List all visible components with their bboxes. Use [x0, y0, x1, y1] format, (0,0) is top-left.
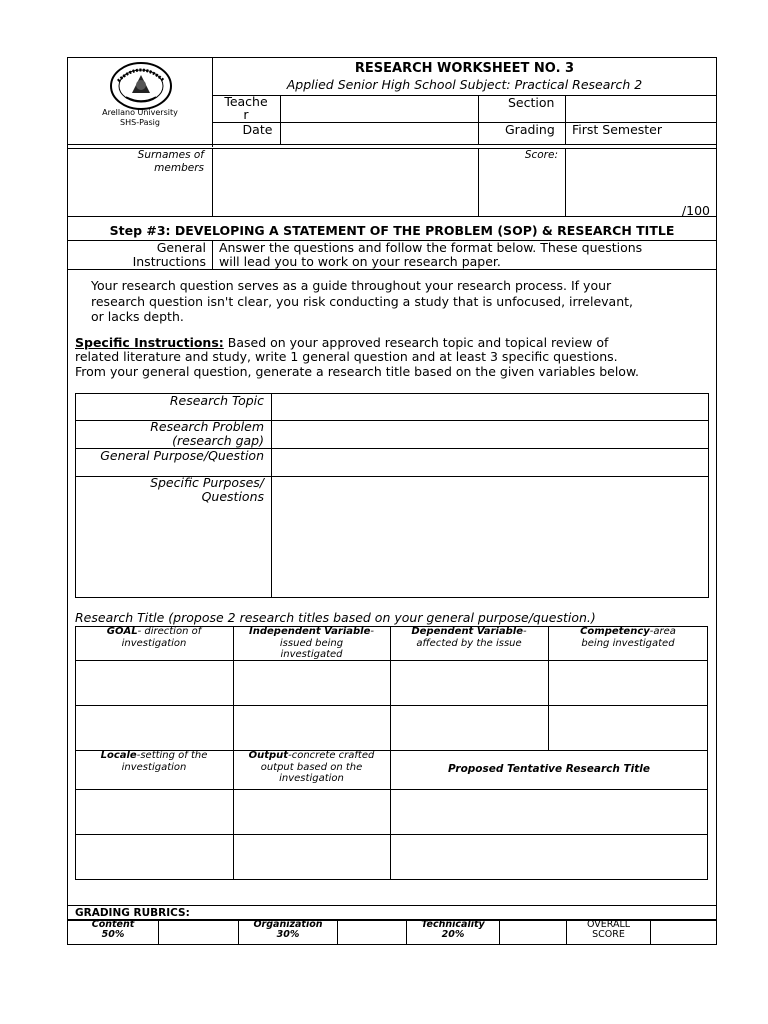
- output-cell-1[interactable]: [234, 790, 389, 833]
- overall-score-label: OVERALL SCORE: [586, 919, 631, 941]
- output-cell-2[interactable]: [234, 835, 389, 879]
- section-field[interactable]: [566, 96, 716, 121]
- competency-header: Competency-area being investigated: [580, 626, 676, 649]
- goal-cell-1[interactable]: [76, 661, 232, 704]
- content-rubric-label: Content 50%: [91, 919, 135, 941]
- general-instructions-text: Answer the questions and follow the format below. These questions will lead you to work on your research paper.: [219, 240, 643, 269]
- grading-value: First Semester: [572, 122, 663, 137]
- step-heading: Step #3: DEVELOPING A STATEMENT OF THE PROBLEM (SOP) & RESEARCH TITLE: [109, 223, 675, 238]
- university-seal-logo: [108, 61, 174, 111]
- specific-purposes-field[interactable]: [272, 477, 708, 597]
- specific-purposes-label: Specific Purposes/ Questions: [150, 475, 264, 504]
- dependent-variable-cell-2[interactable]: [391, 706, 547, 749]
- teacher-label: Teache r: [224, 94, 268, 123]
- locale-cell-1[interactable]: [76, 790, 232, 833]
- technicality-rubric-label: Technicality 20%: [421, 919, 485, 941]
- overall-score-field[interactable]: [651, 921, 716, 944]
- independent-variable-cell-2[interactable]: [234, 706, 389, 749]
- members-field[interactable]: [213, 149, 477, 215]
- surnames-label: Surnames of members: [137, 149, 204, 174]
- proposed-title-cell-2[interactable]: [391, 835, 707, 879]
- general-instructions-label: General Instructions: [132, 240, 206, 269]
- research-problem-label: Research Problem (research gap): [150, 419, 264, 448]
- dependent-variable-cell-1[interactable]: [391, 661, 547, 704]
- locale-header: Locale-setting of the investigation: [100, 750, 208, 773]
- worksheet-subtitle: Applied Senior High School Subject: Practical Research 2: [286, 77, 643, 92]
- research-title-caption: Research Title (propose 2 research titles based on your general purpose/question.): [75, 610, 596, 625]
- date-label: Date: [242, 122, 273, 137]
- competency-cell-1[interactable]: [549, 661, 707, 704]
- research-topic-label: Research Topic: [169, 393, 264, 408]
- organization-rubric-label: Organization 30%: [253, 919, 323, 941]
- technicality-score-field[interactable]: [500, 921, 565, 944]
- section-label: Section: [508, 95, 555, 110]
- goal-cell-2[interactable]: [76, 706, 232, 749]
- school-campus: SHS-Pasig: [120, 118, 160, 127]
- grading-label: Grading: [505, 122, 555, 137]
- score-total: /100: [681, 203, 710, 218]
- content-score-field[interactable]: [159, 921, 237, 944]
- organization-score-field[interactable]: [338, 921, 405, 944]
- specific-instructions-label: Specific Instructions:: [75, 335, 224, 350]
- independent-variable-header: Independent Variable- issued being investigated: [249, 626, 374, 660]
- worksheet-title: RESEARCH WORKSHEET NO. 3: [354, 61, 575, 76]
- general-purpose-label: General Purpose/Question: [100, 448, 264, 463]
- school-name: Arellano University: [102, 108, 178, 117]
- research-problem-field[interactable]: [272, 421, 708, 447]
- proposed-title-cell-1[interactable]: [391, 790, 707, 833]
- locale-cell-2[interactable]: [76, 835, 232, 879]
- teacher-field[interactable]: [281, 96, 477, 121]
- goal-header: GOAL- direction of investigation: [106, 626, 202, 649]
- dependent-variable-header: Dependent Variable- affected by the issue: [411, 626, 527, 649]
- research-topic-field[interactable]: [272, 394, 708, 420]
- independent-variable-cell-1[interactable]: [234, 661, 389, 704]
- intro-paragraph: Your research question serves as a guide throughout your research process. If your research question isn't clear, you risk conducting a study that is unfocused, irrelevant, or lacks depth.: [91, 278, 634, 324]
- score-label: Score:: [524, 149, 558, 161]
- proposed-title-header: Proposed Tentative Research Title: [448, 763, 650, 775]
- general-purpose-field[interactable]: [272, 449, 708, 475]
- output-header: Output-concrete crafted output based on the investigation: [248, 750, 375, 784]
- competency-cell-2[interactable]: [549, 706, 707, 749]
- date-field[interactable]: [281, 123, 477, 143]
- grading-rubrics-heading: GRADING RUBRICS:: [75, 907, 190, 919]
- specific-instructions: Specific Instructions: Based on your approved research topic and topical review of related literature and study, write 1 general question and at least 3 specific questions. From your general question, generate a research title based on the given variables below.: [75, 335, 639, 379]
